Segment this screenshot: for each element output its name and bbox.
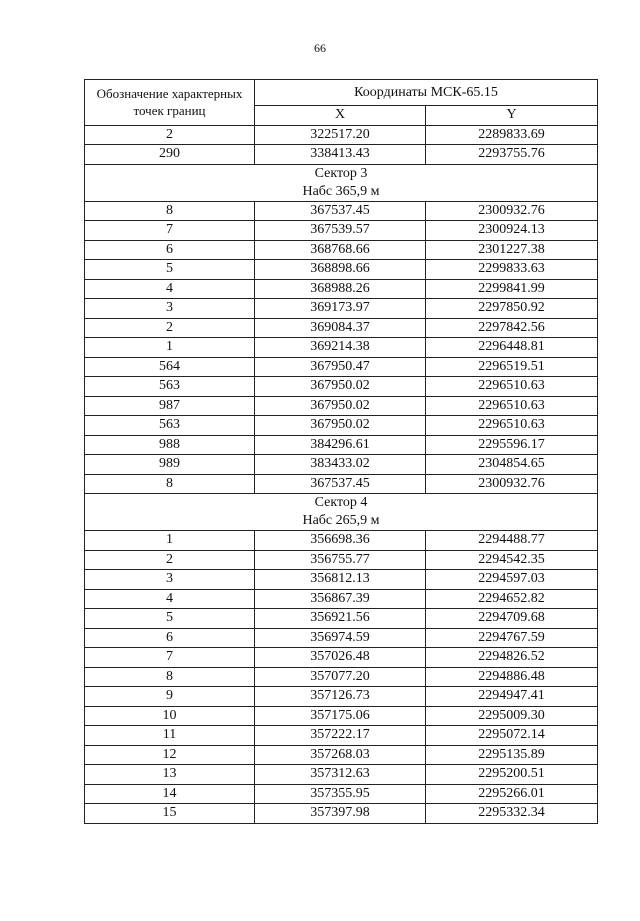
x-coordinate-cell: 368988.26	[255, 279, 426, 299]
point-number-cell: 988	[85, 435, 255, 455]
point-number-cell: 1	[85, 531, 255, 551]
x-coordinate-cell: 367539.57	[255, 221, 426, 241]
point-number-cell: 3	[85, 570, 255, 590]
point-number-cell: 989	[85, 455, 255, 475]
y-coordinate-cell: 2294709.68	[426, 609, 598, 629]
table-row	[85, 745, 598, 765]
x-coordinate-cell: 357355.95	[255, 784, 426, 804]
point-number-cell: 2	[85, 318, 255, 338]
point-number-cell: 5	[85, 609, 255, 629]
y-coordinate-cell: 2295266.01	[426, 784, 598, 804]
point-number-cell: 12	[85, 745, 255, 765]
table-row	[85, 357, 598, 377]
y-coordinate-cell: 2294767.59	[426, 628, 598, 648]
table-row	[85, 260, 598, 280]
sector-title: Сектор 4	[314, 495, 368, 510]
table-row	[85, 338, 598, 358]
table-row	[85, 474, 598, 494]
y-coordinate-cell: 2294826.52	[426, 648, 598, 668]
y-coordinate-cell: 2294597.03	[426, 570, 598, 590]
x-coordinate-cell: 356974.59	[255, 628, 426, 648]
x-coordinate-cell: 367950.02	[255, 396, 426, 416]
x-coordinate-cell: 369214.38	[255, 338, 426, 358]
y-coordinate-cell: 2294488.77	[426, 531, 598, 551]
y-coordinate-cell: 2304854.65	[426, 455, 598, 475]
point-number-cell: 13	[85, 765, 255, 785]
table-row	[85, 784, 598, 804]
table-row	[85, 609, 598, 629]
table-row	[85, 201, 598, 221]
y-coordinate-cell: 2299833.63	[426, 260, 598, 280]
table-row	[85, 221, 598, 241]
table-row	[85, 667, 598, 687]
x-coordinate-cell: 357222.17	[255, 726, 426, 746]
point-number-cell: 10	[85, 706, 255, 726]
y-coordinate-cell: 2295009.30	[426, 706, 598, 726]
x-coordinate-cell: 356698.36	[255, 531, 426, 551]
y-coordinate-cell: 2295200.51	[426, 765, 598, 785]
y-coordinate-cell: 2295596.17	[426, 435, 598, 455]
y-coordinate-cell: 2300932.76	[426, 201, 598, 221]
x-coordinate-cell: 367537.45	[255, 474, 426, 494]
y-coordinate-cell: 2297850.92	[426, 299, 598, 319]
point-number-cell: 4	[85, 279, 255, 299]
sector-header-row	[85, 494, 598, 531]
table-row	[85, 531, 598, 551]
y-coordinate-cell: 2300932.76	[426, 474, 598, 494]
table-row	[85, 687, 598, 707]
sector-header	[85, 164, 598, 201]
table-row	[85, 765, 598, 785]
point-number-cell: 2	[85, 550, 255, 570]
x-coordinate-cell: 356755.77	[255, 550, 426, 570]
y-column-header: Y	[426, 106, 598, 126]
point-number-cell: 2	[85, 125, 255, 145]
x-coordinate-cell: 322517.20	[255, 125, 426, 145]
table-row	[85, 589, 598, 609]
point-number-cell: 5	[85, 260, 255, 280]
x-coordinate-cell: 338413.43	[255, 145, 426, 165]
point-number-cell: 290	[85, 145, 255, 165]
x-coordinate-cell: 367950.02	[255, 377, 426, 397]
y-coordinate-cell: 2301227.38	[426, 240, 598, 260]
sector-title: Сектор 3	[314, 165, 368, 181]
table-row	[85, 145, 598, 165]
x-coordinate-cell: 383433.02	[255, 455, 426, 475]
x-coordinate-cell: 356867.39	[255, 589, 426, 609]
sector-header	[85, 494, 598, 531]
point-number-cell: 7	[85, 648, 255, 668]
y-coordinate-cell: 2296510.63	[426, 377, 598, 397]
x-coordinate-cell: 357397.98	[255, 804, 426, 824]
point-number-cell: 14	[85, 784, 255, 804]
x-coordinate-cell: 357175.06	[255, 706, 426, 726]
x-coordinate-cell: 384296.61	[255, 435, 426, 455]
y-coordinate-cell: 2300924.13	[426, 221, 598, 241]
y-coordinate-cell: 2294886.48	[426, 667, 598, 687]
point-number-cell: 1	[85, 338, 255, 358]
y-coordinate-cell: 2295332.34	[426, 804, 598, 824]
sector-height: Набс 365,9 м	[302, 183, 380, 199]
x-coordinate-cell: 368768.66	[255, 240, 426, 260]
table-row	[85, 804, 598, 824]
point-number-cell: 987	[85, 396, 255, 416]
point-number-cell: 7	[85, 221, 255, 241]
table-body	[85, 125, 598, 823]
y-coordinate-cell: 2296510.63	[426, 396, 598, 416]
y-coordinate-cell: 2296510.63	[426, 416, 598, 436]
table-row	[85, 570, 598, 590]
x-coordinate-cell: 357312.63	[255, 765, 426, 785]
point-number-cell: 3	[85, 299, 255, 319]
points-column-header: Обозначение характерных точек границ	[85, 80, 255, 126]
point-number-cell: 8	[85, 474, 255, 494]
y-coordinate-cell: 2294652.82	[426, 589, 598, 609]
point-number-cell: 6	[85, 240, 255, 260]
y-coordinate-cell: 2289833.69	[426, 125, 598, 145]
sector-header-row	[85, 164, 598, 201]
y-coordinate-cell: 2299841.99	[426, 279, 598, 299]
point-number-cell: 563	[85, 416, 255, 436]
point-number-cell: 4	[85, 589, 255, 609]
x-coordinate-cell: 367950.02	[255, 416, 426, 436]
sector-height: Набс 265,9 м	[302, 513, 380, 528]
y-coordinate-cell: 2294947.41	[426, 687, 598, 707]
table-row	[85, 279, 598, 299]
x-coordinate-cell: 356812.13	[255, 570, 426, 590]
y-coordinate-cell: 2297842.56	[426, 318, 598, 338]
x-coordinate-cell: 368898.66	[255, 260, 426, 280]
x-column-header: X	[255, 106, 426, 126]
point-number-cell: 15	[85, 804, 255, 824]
y-coordinate-cell: 2294542.35	[426, 550, 598, 570]
table-header	[85, 80, 598, 126]
table-row	[85, 628, 598, 648]
table-row	[85, 396, 598, 416]
table-row	[85, 550, 598, 570]
x-coordinate-cell: 369173.97	[255, 299, 426, 319]
y-coordinate-cell: 2295072.14	[426, 726, 598, 746]
x-coordinate-cell: 357077.20	[255, 667, 426, 687]
point-number-cell: 11	[85, 726, 255, 746]
coordinates-table	[84, 79, 598, 824]
y-coordinate-cell: 2295135.89	[426, 745, 598, 765]
x-coordinate-cell: 357268.03	[255, 745, 426, 765]
point-number-cell: 8	[85, 201, 255, 221]
table-row	[85, 455, 598, 475]
x-coordinate-cell: 356921.56	[255, 609, 426, 629]
x-coordinate-cell: 367950.47	[255, 357, 426, 377]
point-number-cell: 6	[85, 628, 255, 648]
point-number-cell: 563	[85, 377, 255, 397]
point-number-cell: 9	[85, 687, 255, 707]
table-row	[85, 377, 598, 397]
x-coordinate-cell: 369084.37	[255, 318, 426, 338]
page-number: 66	[314, 41, 326, 55]
x-coordinate-cell: 367537.45	[255, 201, 426, 221]
table-row	[85, 416, 598, 436]
y-coordinate-cell: 2293755.76	[426, 145, 598, 165]
table-row	[85, 706, 598, 726]
table-row	[85, 240, 598, 260]
table-row	[85, 435, 598, 455]
table-row	[85, 125, 598, 145]
y-coordinate-cell: 2296519.51	[426, 357, 598, 377]
coordinates-column-header: Координаты МСК-65.15	[255, 80, 598, 106]
y-coordinate-cell: 2296448.81	[426, 338, 598, 358]
x-coordinate-cell: 357026.48	[255, 648, 426, 668]
table-row	[85, 726, 598, 746]
table-row	[85, 299, 598, 319]
table-row	[85, 648, 598, 668]
point-number-cell: 564	[85, 357, 255, 377]
point-number-cell: 8	[85, 667, 255, 687]
table-row	[85, 318, 598, 338]
x-coordinate-cell: 357126.73	[255, 687, 426, 707]
